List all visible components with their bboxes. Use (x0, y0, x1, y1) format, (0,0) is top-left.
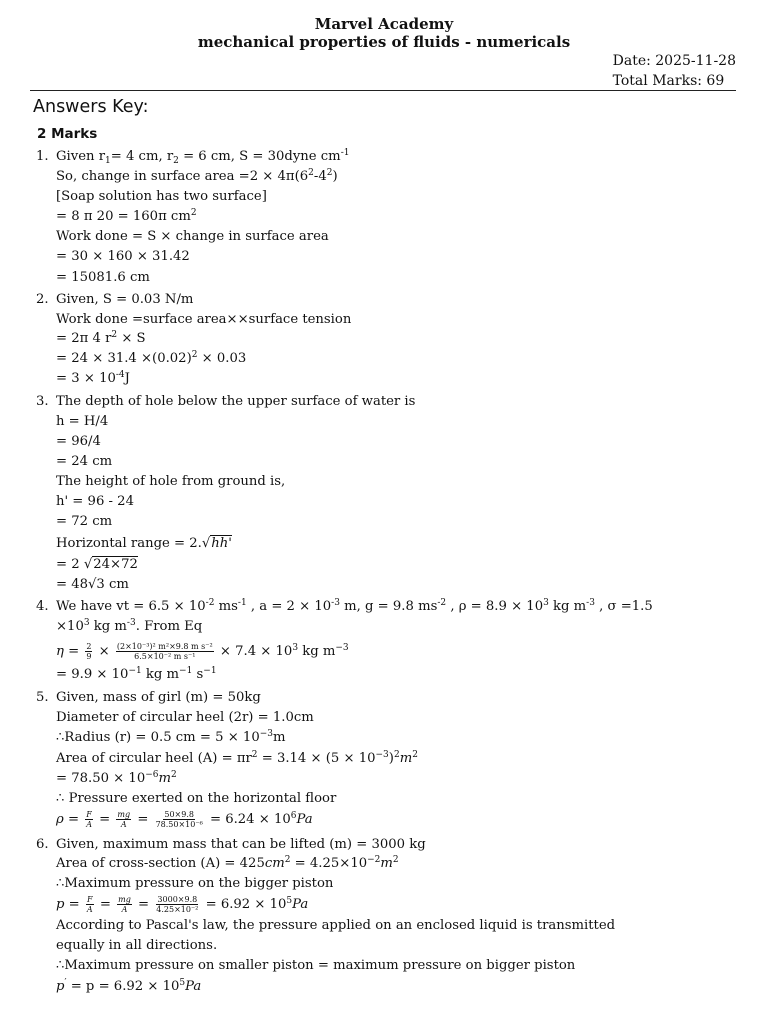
section-heading: 2 Marks (37, 126, 98, 142)
answer-line: = $78.50 \times 10^{-6}m^2$ (56, 770, 177, 786)
answer-line: = 2 √24×72 (56, 557, 138, 572)
answers-key-heading: Answers Key: (33, 97, 149, 117)
answer-line: = 48√3 cm (56, 577, 129, 592)
header-divider (30, 90, 736, 91)
formula-line: η = $\frac{2}{9}$ × $\frac{\text{(2×10⁻³)² m²×9.8 m s⁻²}}{\text{6.5×10⁻² m s⁻¹}}$ × $7.4 \times 10^3$ kg $m^{-3}$ (56, 642, 349, 661)
answer-line: = 30 × 160 × 31.42 (56, 249, 190, 264)
answer-line: equally in all directions. (56, 938, 218, 953)
answer-line: Work done =surface area××surface tension (56, 312, 352, 327)
question-number: 6. (36, 837, 49, 852)
question-number: 1. (36, 149, 49, 164)
answer-line: = 24 cm (56, 454, 113, 469)
answer-line: = $9.9 \times 10^{-1}$ kg $m^{-1}$ $s^{-1}$ (56, 666, 217, 682)
answer-line: Work done = S × change in surface area (56, 229, 329, 244)
formula-line: $p' = p = 6.92 \times 10^5Pa$ (56, 978, 202, 994)
answer-line: = $24 \times 31.4 \times(0.02)^2 \times 0.03$ (56, 350, 247, 366)
formula-line: ρ = $\frac{F}{A}$ = $\frac{mg}{A}$ = $\frac{50\times 9.8}{\text{78.50×10⁻⁶}}$ = $6.24 \times 10^6Pa$ (56, 810, 313, 829)
answer-line: h' = 96 - 24 (56, 494, 134, 509)
answer-line: The depth of hole below the upper surface of water is (56, 394, 416, 409)
total-marks: Total Marks: 69 (612, 73, 725, 89)
paper-meta (613, 51, 736, 91)
answer-line: Horizontal range = 2.√hh' (56, 536, 232, 551)
answer-line: ∴ Pressure exerted on the horizontal floor (56, 791, 337, 806)
paper-title: mechanical properties of fluids - numericals (197, 33, 571, 51)
answer-line: Given, mass of girl (m) = 50kg (56, 690, 261, 705)
date: Date: 2025-11-28 (612, 53, 736, 69)
answer-line: Diameter of circular heel (2r) = 1.0cm (56, 710, 314, 725)
question-number: 4. (36, 599, 49, 614)
answer-line: Area of cross-section $(A) = 425cm^2 = 4.25\times 10^{-2}m^2$ (56, 855, 399, 871)
question-number: 5. (36, 690, 49, 705)
answer-line: Area of circular heel $(A) = \pi r^2 = 3.14 \times (5 \times 10^{-3})^2m^2$ (56, 750, 418, 766)
answer-line: [Soap solution has two surface] (56, 189, 267, 204)
answer-line: Given, maximum mass that can be lifted (m) = 3000 kg (56, 837, 426, 852)
answer-line: $\times 10^3$ kg $m^{-3}$. From Eq (56, 618, 203, 634)
answer-line: h = H/4 (56, 414, 109, 429)
answer-line: Given, S = 0.03 N/m (56, 292, 194, 307)
answer-line: ∴Maximum pressure on smaller piston = maximum pressure on bigger piston (56, 958, 576, 973)
answer-line: = 2π 4 $r^2 \times S$ (56, 330, 146, 346)
question-number: 2. (36, 292, 49, 307)
answer-line: Given $r_1= 4$ cm, $r_2 = 6$ cm, S = 30dyne $cm^{-1}$ (56, 148, 350, 166)
answer-line: The height of hole from ground is, (56, 474, 286, 489)
answer-line: = $3 \times 10^{-4}J$ (56, 370, 130, 386)
answer-line: = 15081.6 cm (56, 270, 150, 285)
answer-line: We have vt = $6.5 \times 10^{-2}$ $ms^{-1}$ , $a = 2 \times 10^{-3}$ m, g = 9.8 $ms^{-2}$ , $\rho = 8.9 \times 10^3$ kg $m^{-3}$ , σ =1.5 (56, 598, 653, 614)
page-header (0, 16, 768, 51)
school-name: Marvel Academy (314, 15, 454, 33)
answer-line: According to Pascal's law, the pressure applied on an enclosed liquid is transmitted (56, 918, 616, 933)
answer-line: ∴Radius (r) = 0.5 cm = $5 \times 10^{-3}m$ (56, 729, 286, 745)
question-number: 3. (36, 394, 49, 409)
formula-line: p = $\frac{F}{A}$ = $\frac{mg}{A}$ = $\frac{3000\times 9.8}{\text{4.25×10⁻²}}$ = $6.92 \times 10^5Pa$ (56, 895, 309, 914)
answer-line: = 72 cm (56, 514, 113, 529)
answer-line: So, change in surface area $=2 \times 4\pi(6^2-4^2)$ (56, 168, 338, 184)
answer-line: = 8 π 20 = 160π $cm^2$ (56, 208, 197, 224)
answer-line: ∴Maximum pressure on the bigger piston (56, 876, 334, 891)
answer-line: = 96/4 (56, 434, 101, 449)
